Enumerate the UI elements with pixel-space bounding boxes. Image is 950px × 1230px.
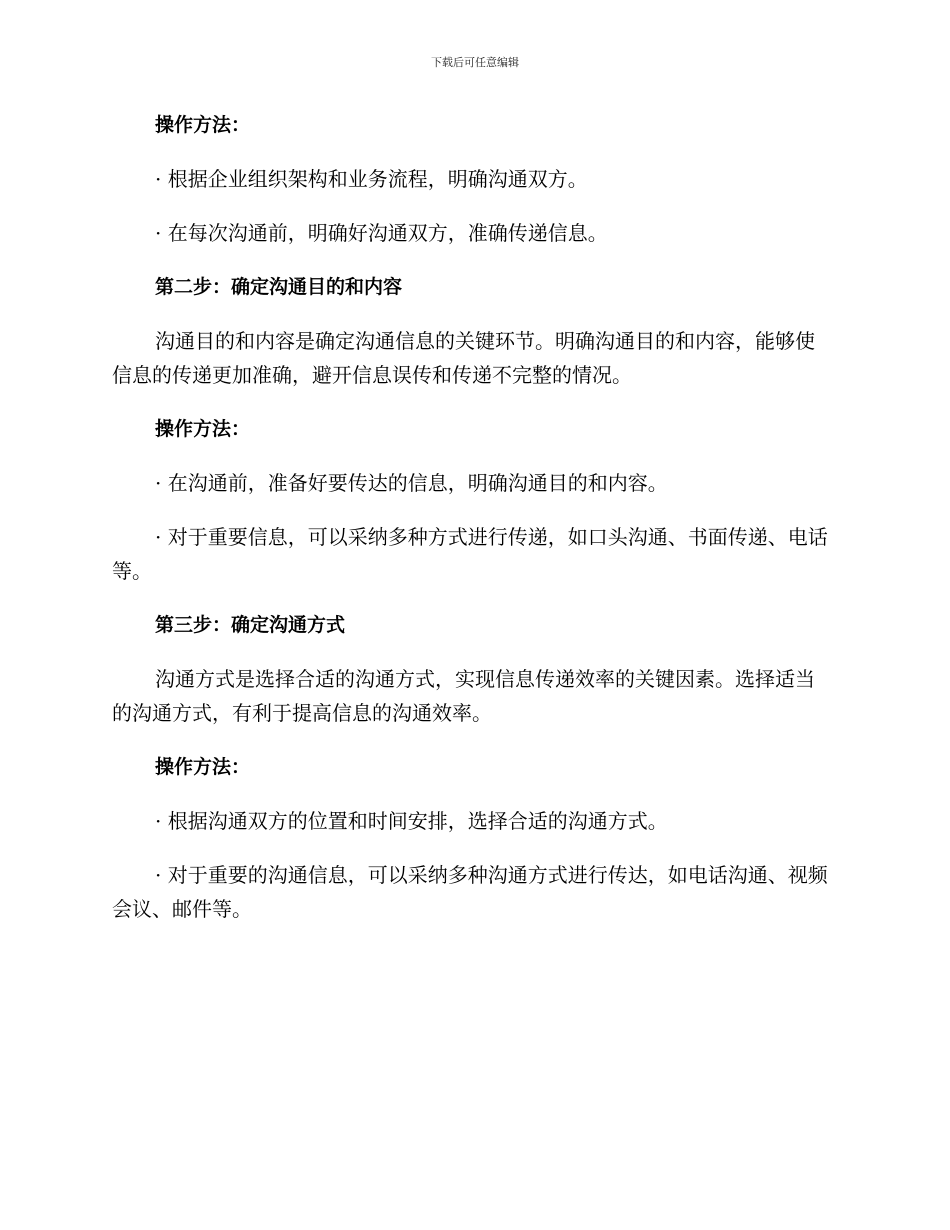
bullet-item: · 对于重要信息，可以采纳多种方式进行传递，如口头沟通、书面传递、电话等。 xyxy=(112,525,828,583)
step-heading: 第二步：确定沟通目的和内容 xyxy=(155,276,403,298)
bullet-item: · 根据沟通双方的位置和时间安排，选择合适的沟通方式。 xyxy=(155,809,668,833)
bullet-item: · 在每次沟通前，明确好沟通双方，准确传递信息。 xyxy=(155,221,608,245)
body-paragraph: 沟通目的和内容是确定沟通信息的关键环节。明确沟通目的和内容，能够使信息的传递更加准确，避开信息误传和传递不完整的情况。 xyxy=(112,329,815,387)
step-heading: 第三步：确定沟通方式 xyxy=(155,614,346,636)
document-body xyxy=(112,108,832,926)
section-heading: 操作方法： xyxy=(155,418,251,440)
bullet-item: · 在沟通前，准备好要传达的信息，明确沟通目的和内容。 xyxy=(155,471,668,495)
bullet-item: · 对于重要的沟通信息，可以采纳多种沟通方式进行传达，如电话沟通、视频会议、邮件等。 xyxy=(112,863,828,921)
page-header: 下载后可任意编辑 xyxy=(431,56,519,69)
bullet-item: · 根据企业组织架构和业务流程，明确沟通双方。 xyxy=(155,167,588,191)
section-heading: 操作方法： xyxy=(155,114,251,136)
body-paragraph: 沟通方式是选择合适的沟通方式，实现信息传递效率的关键因素。选择适当的沟通方式，有利于提高信息的沟通效率。 xyxy=(112,667,815,725)
section-heading: 操作方法： xyxy=(155,756,251,778)
